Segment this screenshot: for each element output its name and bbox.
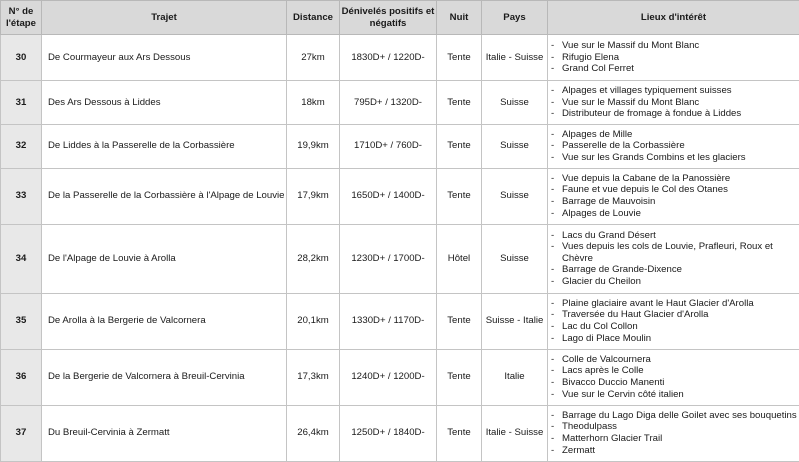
table-row [1,293,799,349]
stage-distance: 19,9km [287,124,340,168]
stage-elevation: 1240D+ / 1200D- [340,349,437,405]
list-item: - Matterhorn Glacier Trail [551,433,797,445]
stage-points-of-interest [548,35,799,81]
stage-number: 33 [1,168,42,224]
stage-elevation: 1250D+ / 1840D- [340,405,437,461]
header-num: N° de l'étape [1,1,42,35]
list-item: - Distributeur de fromage à fondue à Liddes [551,108,797,120]
stage-distance: 17,3km [287,349,340,405]
stage-distance: 18km [287,81,340,125]
table-row [1,349,799,405]
stage-country: Italie - Suisse [482,405,548,461]
stage-night: Tente [437,35,482,81]
stage-route: Du Breuil-Cervinia à Zermatt [42,405,287,461]
stage-points-of-interest [548,81,799,125]
stage-number: 34 [1,224,42,293]
header-distance: Distance [287,1,340,35]
stage-country: Suisse [482,81,548,125]
table-row [1,168,799,224]
list-item: - Vue sur les Grands Combins et les glaciers [551,152,797,164]
list-item: - Rifugio Elena [551,52,797,64]
list-item: - Lago di Place Moulin [551,333,797,345]
stage-points-of-interest [548,224,799,293]
list-item: - Alpages et villages typiquement suisses [551,85,797,97]
stage-distance: 17,9km [287,168,340,224]
stage-country: Italie - Suisse [482,35,548,81]
stage-route: De la Passerelle de la Corbassière à l'Alpage de Louvie [42,168,287,224]
stage-route: De la Bergerie de Valcornera à Breuil-Cervinia [42,349,287,405]
stage-points-of-interest [548,124,799,168]
stage-distance: 27km [287,35,340,81]
list-item: - Lac du Col Collon [551,321,797,333]
list-item: - Alpages de Louvie [551,208,797,220]
list-item: - Lacs après le Colle [551,365,797,377]
list-item: - Grand Col Ferret [551,63,797,75]
stage-route: De Courmayeur aux Ars Dessous [42,35,287,81]
stage-night: Tente [437,81,482,125]
stage-elevation: 795D+ / 1320D- [340,81,437,125]
stage-points-of-interest [548,168,799,224]
header-row [1,1,799,35]
stage-route: De Arolla à la Bergerie de Valcornera [42,293,287,349]
stage-route: Des Ars Dessous à Liddes [42,81,287,125]
table-row [1,224,799,293]
stage-points-of-interest [548,349,799,405]
stage-number: 36 [1,349,42,405]
stage-elevation: 1330D+ / 1170D- [340,293,437,349]
list-item: - Zermatt [551,445,797,457]
stage-night: Tente [437,168,482,224]
table-row [1,124,799,168]
table-row [1,81,799,125]
header-denivele: Dénivelés positifs et négatifs [340,1,437,35]
stage-night: Tente [437,293,482,349]
stage-number: 32 [1,124,42,168]
stage-distance: 26,4km [287,405,340,461]
list-item: - Barrage du Lago Diga delle Goilet avec ses bouquetins [551,410,797,422]
header-lieux: Lieux d'intérêt [548,1,799,35]
list-item: - Plaine glaciaire avant le Haut Glacier d'Arolla [551,298,797,310]
list-item: - Faune et vue depuis le Col des Otanes [551,184,797,196]
stage-country: Suisse [482,224,548,293]
stage-distance: 20,1km [287,293,340,349]
list-item: - Traversée du Haut Glacier d'Arolla [551,309,797,321]
stage-night: Tente [437,349,482,405]
list-item: - Vue depuis la Cabane de la Panossière [551,173,797,185]
list-item: - Colle de Valcournera [551,354,797,366]
stage-route: De l'Alpage de Louvie à Arolla [42,224,287,293]
table-row [1,35,799,81]
stage-elevation: 1230D+ / 1700D- [340,224,437,293]
header-nuit: Nuit [437,1,482,35]
list-item: - Vue sur le Massif du Mont Blanc [551,97,797,109]
list-item: - Vue sur le Cervin côté italien [551,389,797,401]
stage-night: Tente [437,124,482,168]
list-item: - Passerelle de la Corbassière [551,140,797,152]
stage-number: 30 [1,35,42,81]
stage-route: De Liddes à la Passerelle de la Corbassière [42,124,287,168]
list-item: - Barrage de Mauvoisin [551,196,797,208]
stage-number: 31 [1,81,42,125]
stage-country: Suisse [482,168,548,224]
stage-country: Suisse - Italie [482,293,548,349]
stage-number: 35 [1,293,42,349]
list-item: - Vue sur le Massif du Mont Blanc [551,40,797,52]
stage-points-of-interest [548,293,799,349]
stage-elevation: 1710D+ / 760D- [340,124,437,168]
list-item: - Lacs du Grand Désert [551,230,797,242]
stage-night: Tente [437,405,482,461]
stage-country: Suisse [482,124,548,168]
list-item: - Alpages de Mille [551,129,797,141]
list-item: - Vues depuis les cols de Louvie, Prafleuri, Roux et Chèvre [551,241,797,264]
stage-country: Italie [482,349,548,405]
list-item: - Glacier du Cheilon [551,276,797,288]
stage-elevation: 1830D+ / 1220D- [340,35,437,81]
list-item: - Bivacco Duccio Manenti [551,377,797,389]
header-pays: Pays [482,1,548,35]
stage-distance: 28,2km [287,224,340,293]
list-item: - Theodulpass [551,421,797,433]
stage-night: Hôtel [437,224,482,293]
list-item: - Barrage de Grande-Dixence [551,264,797,276]
stage-elevation: 1650D+ / 1400D- [340,168,437,224]
header-trajet: Trajet [42,1,287,35]
stage-number: 37 [1,405,42,461]
